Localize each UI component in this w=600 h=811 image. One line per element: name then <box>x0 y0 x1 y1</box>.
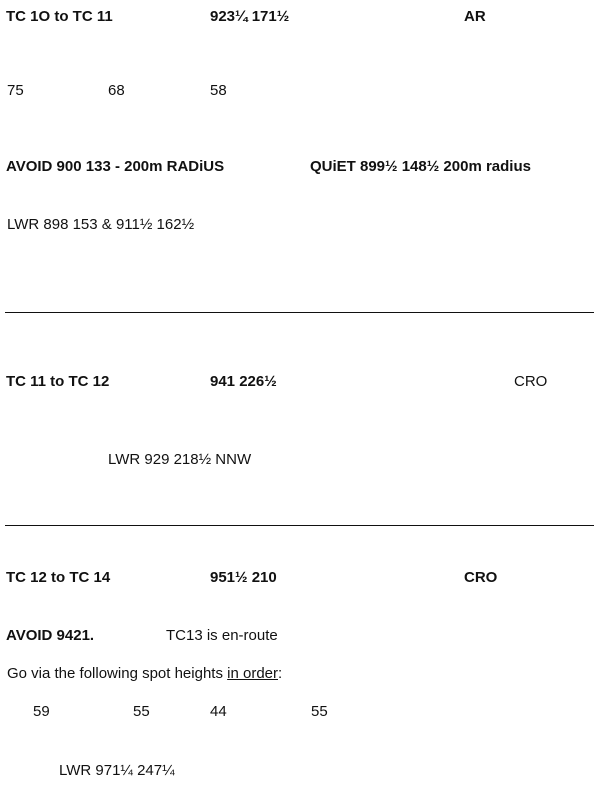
spot-height: 59 <box>33 703 50 720</box>
spot-height: 58 <box>210 82 227 99</box>
lwr-reference: LWR 898 153 & 911½ 162½ <box>7 216 195 233</box>
route-instruction <box>7 665 282 683</box>
grid-reference: 941 226½ <box>210 373 277 390</box>
section-divider <box>5 312 594 313</box>
section-divider <box>5 525 594 526</box>
checkpoint-code: CRO <box>464 569 498 586</box>
enroute-note: TC13 is en-route <box>166 627 278 644</box>
grid-reference: 951½ 210 <box>210 569 277 586</box>
avoid-note: AVOID 900 133 - 200m RADiUS <box>6 158 225 175</box>
spot-height: 44 <box>210 703 227 720</box>
checkpoint-code: CRO <box>514 373 548 390</box>
grid-reference: 923¼ 171½ <box>210 8 290 25</box>
avoid-note: AVOID 9421. <box>6 627 95 644</box>
quiet-note: QUiET 899½ 148½ 200m radius <box>310 158 531 175</box>
spot-height: 75 <box>7 82 24 99</box>
spot-height: 55 <box>133 703 150 720</box>
route-instruction-prefix: Go via the following spot heights <box>7 665 228 682</box>
lwr-reference: LWR 971¼ 247¼ <box>59 762 175 779</box>
leg-title: TC 11 to TC 12 <box>6 373 110 390</box>
spot-height: 55 <box>311 703 328 720</box>
leg-title: TC 12 to TC 14 <box>6 569 111 586</box>
route-instruction-emphasis: in order <box>227 665 278 682</box>
checkpoint-code: AR <box>464 8 486 25</box>
leg-title: TC 1O to TC 11 <box>6 8 113 25</box>
route-instruction-suffix: : <box>278 665 283 682</box>
spot-height: 68 <box>108 82 125 99</box>
lwr-reference: LWR 929 218½ NNW <box>108 451 252 468</box>
